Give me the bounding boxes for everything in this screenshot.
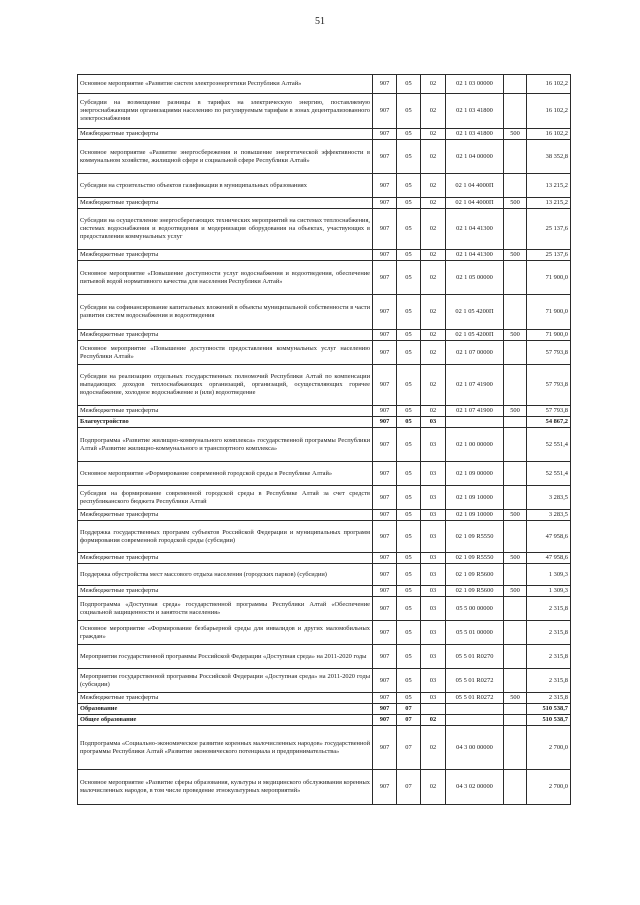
- subsection-code-cell: 03: [421, 669, 446, 693]
- subsection-code-cell: 02: [421, 330, 446, 341]
- expense-name-cell: Подпрограмма «Доступная среда» государственной программы Республики Алтай «Обеспечение социальной защищенности и занятости населения»: [78, 597, 373, 621]
- subsection-code-cell: 03: [421, 621, 446, 645]
- expense-type-cell: [504, 669, 527, 693]
- subsection-code-cell: 03: [421, 553, 446, 564]
- subsection-code-cell: 02: [421, 75, 446, 94]
- amount-cell: 3 283,5: [527, 510, 571, 521]
- expense-type-cell: [504, 295, 527, 330]
- subsection-code-cell: 03: [421, 564, 446, 586]
- ministry-code-cell: 907: [373, 770, 397, 805]
- subsection-code-cell: 03: [421, 417, 446, 428]
- expense-name-cell: Основное мероприятие «Развитие сферы образования, культуры и медицинского обслуживания коренных малочисленных народов, в том числе проведение этнокультурных мероприятий»: [78, 770, 373, 805]
- subsection-code-cell: 03: [421, 428, 446, 462]
- expense-name-cell: Основное мероприятие «Повышение доступности предоставления коммунальных услуг населению Республики Алтай»: [78, 341, 373, 365]
- ministry-code-cell: 907: [373, 250, 397, 261]
- amount-cell: 57 793,8: [527, 406, 571, 417]
- ministry-code-cell: 907: [373, 704, 397, 715]
- target-article-cell: 02 1 00 00000: [446, 428, 504, 462]
- expense-name-cell: Подпрограмма «Развитие жилищно-коммунального комплекса» государственной программы Республики Алтай «Развитие жилищно-коммунального и транспортного комплекса»: [78, 428, 373, 462]
- ministry-code-cell: 907: [373, 417, 397, 428]
- section-code-cell: 05: [397, 295, 421, 330]
- amount-cell: 38 352,8: [527, 140, 571, 174]
- ministry-code-cell: 907: [373, 428, 397, 462]
- section-code-cell: 07: [397, 715, 421, 726]
- amount-cell: 2 700,0: [527, 726, 571, 770]
- subsection-code-cell: 03: [421, 462, 446, 486]
- expense-name-cell: Благоустройство: [78, 417, 373, 428]
- amount-cell: 2 315,8: [527, 645, 571, 669]
- table-row: [78, 417, 571, 428]
- table-row: [78, 174, 571, 198]
- expense-type-cell: 500: [504, 693, 527, 704]
- section-code-cell: 05: [397, 365, 421, 406]
- expense-name-cell: Подпрограмма «Социально-экономическое развитие коренных малочисленных народов» государственной программы Республики Алтай «Развитие экономического потенциала и предпринимательства»: [78, 726, 373, 770]
- ministry-code-cell: 907: [373, 521, 397, 553]
- subsection-code-cell: 02: [421, 726, 446, 770]
- section-code-cell: 05: [397, 129, 421, 140]
- section-code-cell: 05: [397, 94, 421, 129]
- ministry-code-cell: 907: [373, 406, 397, 417]
- amount-cell: 16 102,2: [527, 94, 571, 129]
- budget-table: [77, 74, 571, 805]
- table-row: [78, 621, 571, 645]
- ministry-code-cell: 907: [373, 462, 397, 486]
- target-article-cell: 02 1 07 41900: [446, 406, 504, 417]
- subsection-code-cell: 03: [421, 586, 446, 597]
- ministry-code-cell: 907: [373, 330, 397, 341]
- expense-name-cell: Общее образование: [78, 715, 373, 726]
- target-article-cell: 02 1 03 41800: [446, 129, 504, 140]
- table-row: [78, 406, 571, 417]
- amount-cell: 52 551,4: [527, 462, 571, 486]
- ministry-code-cell: 907: [373, 715, 397, 726]
- ministry-code-cell: 907: [373, 669, 397, 693]
- expense-type-cell: 500: [504, 129, 527, 140]
- target-article-cell: [446, 715, 504, 726]
- expense-name-cell: Межбюджетные трансферты: [78, 250, 373, 261]
- expense-type-cell: [504, 486, 527, 510]
- table-row: [78, 209, 571, 250]
- expense-name-cell: Субсидии на софинансирование капитальных вложений в объекты муниципальной собственности в части развития систем водоснабжения и водоотведения: [78, 295, 373, 330]
- section-code-cell: 05: [397, 553, 421, 564]
- table-row: [78, 693, 571, 704]
- expense-name-cell: Субсидии на строительство объектов газификации в муниципальных образованиях: [78, 174, 373, 198]
- ministry-code-cell: 907: [373, 295, 397, 330]
- subsection-code-cell: 02: [421, 406, 446, 417]
- amount-cell: 25 137,6: [527, 209, 571, 250]
- expense-type-cell: [504, 704, 527, 715]
- expense-name-cell: Субсидии на возмещение разницы в тарифах на электрическую энергию, поставляемую энергоснабжающими организациями населению по регулируемым тарифам в зонах децентрализованного электроснабжения: [78, 94, 373, 129]
- table-row: [78, 198, 571, 209]
- section-code-cell: 05: [397, 428, 421, 462]
- table-row: [78, 645, 571, 669]
- expense-name-cell: Межбюджетные трансферты: [78, 198, 373, 209]
- section-code-cell: 05: [397, 330, 421, 341]
- ministry-code-cell: 907: [373, 209, 397, 250]
- target-article-cell: 02 1 04 41300: [446, 250, 504, 261]
- target-article-cell: 05 5 01 00000: [446, 621, 504, 645]
- table-row: [78, 726, 571, 770]
- expense-type-cell: 500: [504, 586, 527, 597]
- ministry-code-cell: 907: [373, 597, 397, 621]
- subsection-code-cell: 03: [421, 693, 446, 704]
- subsection-code-cell: 02: [421, 715, 446, 726]
- expense-type-cell: 500: [504, 510, 527, 521]
- target-article-cell: 02 1 09 00000: [446, 462, 504, 486]
- expense-name-cell: Межбюджетные трансферты: [78, 693, 373, 704]
- ministry-code-cell: 907: [373, 129, 397, 140]
- table-row: [78, 564, 571, 586]
- amount-cell: 52 551,4: [527, 428, 571, 462]
- page-number: 51: [315, 16, 325, 27]
- expense-type-cell: [504, 341, 527, 365]
- target-article-cell: 02 1 03 00000: [446, 75, 504, 94]
- target-article-cell: 02 1 04 4000П: [446, 198, 504, 209]
- expense-type-cell: [504, 597, 527, 621]
- expense-type-cell: [504, 621, 527, 645]
- subsection-code-cell: 02: [421, 295, 446, 330]
- ministry-code-cell: 907: [373, 510, 397, 521]
- target-article-cell: 02 1 07 00000: [446, 341, 504, 365]
- subsection-code-cell: 02: [421, 209, 446, 250]
- amount-cell: 13 215,2: [527, 198, 571, 209]
- amount-cell: 54 867,2: [527, 417, 571, 428]
- amount-cell: 57 793,8: [527, 365, 571, 406]
- amount-cell: 510 538,7: [527, 715, 571, 726]
- target-article-cell: 04 3 02 00000: [446, 770, 504, 805]
- section-code-cell: 05: [397, 521, 421, 553]
- expense-type-cell: 500: [504, 406, 527, 417]
- ministry-code-cell: 907: [373, 75, 397, 94]
- expense-name-cell: Основное мероприятие «Формирование современной городской среды в Республике Алтай»: [78, 462, 373, 486]
- amount-cell: 16 102,2: [527, 75, 571, 94]
- ministry-code-cell: 907: [373, 621, 397, 645]
- amount-cell: 16 102,2: [527, 129, 571, 140]
- section-code-cell: 05: [397, 486, 421, 510]
- target-article-cell: 02 1 03 41800: [446, 94, 504, 129]
- expense-name-cell: Мероприятия государственной программы Российской Федерации «Доступная среда» на 2011-2020 годы: [78, 645, 373, 669]
- table-row: [78, 140, 571, 174]
- expense-name-cell: Основное мероприятие «Формирование безбарьерной среды для инвалидов и других маломобильных граждан»: [78, 621, 373, 645]
- expense-type-cell: [504, 75, 527, 94]
- section-code-cell: 05: [397, 198, 421, 209]
- target-article-cell: 05 5 01 R0270: [446, 645, 504, 669]
- ministry-code-cell: 907: [373, 174, 397, 198]
- target-article-cell: 05 5 01 R0272: [446, 669, 504, 693]
- expense-type-cell: [504, 417, 527, 428]
- table-row: [78, 462, 571, 486]
- section-code-cell: 05: [397, 209, 421, 250]
- subsection-code-cell: 02: [421, 198, 446, 209]
- subsection-code-cell: 02: [421, 365, 446, 406]
- section-code-cell: 05: [397, 564, 421, 586]
- expense-name-cell: Образование: [78, 704, 373, 715]
- expense-name-cell: Межбюджетные трансферты: [78, 510, 373, 521]
- amount-cell: 25 137,6: [527, 250, 571, 261]
- target-article-cell: [446, 417, 504, 428]
- expense-name-cell: Межбюджетные трансферты: [78, 330, 373, 341]
- table-row: [78, 553, 571, 564]
- amount-cell: 71 900,0: [527, 295, 571, 330]
- subsection-code-cell: 02: [421, 770, 446, 805]
- table-row: [78, 428, 571, 462]
- expense-type-cell: [504, 174, 527, 198]
- ministry-code-cell: 907: [373, 365, 397, 406]
- expense-type-cell: [504, 140, 527, 174]
- expense-type-cell: 500: [504, 250, 527, 261]
- section-code-cell: 07: [397, 726, 421, 770]
- table-row: [78, 715, 571, 726]
- ministry-code-cell: 907: [373, 94, 397, 129]
- section-code-cell: 07: [397, 704, 421, 715]
- section-code-cell: 05: [397, 586, 421, 597]
- amount-cell: 2 700,0: [527, 770, 571, 805]
- subsection-code-cell: [421, 704, 446, 715]
- section-code-cell: 05: [397, 140, 421, 174]
- ministry-code-cell: 907: [373, 198, 397, 209]
- table-row: [78, 261, 571, 295]
- ministry-code-cell: 907: [373, 564, 397, 586]
- section-code-cell: 05: [397, 261, 421, 295]
- amount-cell: 2 315,8: [527, 669, 571, 693]
- subsection-code-cell: 03: [421, 510, 446, 521]
- amount-cell: 1 309,3: [527, 564, 571, 586]
- subsection-code-cell: 02: [421, 129, 446, 140]
- expense-type-cell: [504, 261, 527, 295]
- table-row: [78, 510, 571, 521]
- target-article-cell: 02 1 04 41300: [446, 209, 504, 250]
- table-row: [78, 129, 571, 140]
- expense-name-cell: Поддержка государственных программ субъектов Российской Федерации и муниципальных программ формирования современной городской среды (субсидии): [78, 521, 373, 553]
- ministry-code-cell: 907: [373, 261, 397, 295]
- table-row: [78, 586, 571, 597]
- expense-type-cell: [504, 428, 527, 462]
- section-code-cell: 05: [397, 250, 421, 261]
- section-code-cell: 05: [397, 75, 421, 94]
- amount-cell: 71 900,0: [527, 330, 571, 341]
- section-code-cell: 05: [397, 462, 421, 486]
- subsection-code-cell: 03: [421, 486, 446, 510]
- subsection-code-cell: 03: [421, 645, 446, 669]
- expense-type-cell: 500: [504, 330, 527, 341]
- subsection-code-cell: 02: [421, 341, 446, 365]
- subsection-code-cell: 02: [421, 174, 446, 198]
- table-row: [78, 597, 571, 621]
- section-code-cell: 05: [397, 621, 421, 645]
- budget-table-body: [78, 75, 571, 805]
- table-row: [78, 75, 571, 94]
- section-code-cell: 05: [397, 693, 421, 704]
- expense-type-cell: [504, 521, 527, 553]
- amount-cell: 2 315,8: [527, 597, 571, 621]
- ministry-code-cell: 907: [373, 586, 397, 597]
- table-row: [78, 521, 571, 553]
- table-row: [78, 295, 571, 330]
- amount-cell: 47 958,6: [527, 521, 571, 553]
- section-code-cell: 05: [397, 645, 421, 669]
- expense-type-cell: [504, 726, 527, 770]
- ministry-code-cell: 907: [373, 341, 397, 365]
- target-article-cell: 02 1 09 R5600: [446, 564, 504, 586]
- expense-name-cell: Основное мероприятие «Развитие систем электроэнергетики Республики Алтай»: [78, 75, 373, 94]
- expense-name-cell: Основное мероприятие «Повышение доступности услуг водоснабжения и водоотведения, обеспечение питьевой водой нормативного качества для населения Республики Алтай»: [78, 261, 373, 295]
- subsection-code-cell: 03: [421, 521, 446, 553]
- subsection-code-cell: 02: [421, 261, 446, 295]
- table-row: [78, 341, 571, 365]
- amount-cell: 47 958,6: [527, 553, 571, 564]
- target-article-cell: [446, 704, 504, 715]
- amount-cell: 510 538,7: [527, 704, 571, 715]
- target-article-cell: 02 1 09 R5550: [446, 521, 504, 553]
- subsection-code-cell: 02: [421, 94, 446, 129]
- expense-name-cell: Межбюджетные трансферты: [78, 406, 373, 417]
- expense-name-cell: Субсидии на реализацию отдельных государственных полномочий Республики Алтай по компенсации выпадающих доходов теплоснабжающих организаций, организаций, осуществляющих горячее водоснабжение, холодное водоснабжение и (или) водоотведение: [78, 365, 373, 406]
- expense-type-cell: 500: [504, 553, 527, 564]
- target-article-cell: 04 3 00 00000: [446, 726, 504, 770]
- amount-cell: 57 793,8: [527, 341, 571, 365]
- table-row: [78, 486, 571, 510]
- target-article-cell: 02 1 09 10000: [446, 486, 504, 510]
- expense-type-cell: [504, 94, 527, 129]
- amount-cell: 2 315,8: [527, 621, 571, 645]
- section-code-cell: 05: [397, 417, 421, 428]
- ministry-code-cell: 907: [373, 140, 397, 174]
- table-row: [78, 669, 571, 693]
- table-row: [78, 250, 571, 261]
- amount-cell: 3 283,5: [527, 486, 571, 510]
- target-article-cell: 02 1 04 4000П: [446, 174, 504, 198]
- expense-name-cell: Поддержка обустройства мест массового отдыха населения (городских парков) (субсидии): [78, 564, 373, 586]
- amount-cell: 13 215,2: [527, 174, 571, 198]
- target-article-cell: 05 5 01 R0272: [446, 693, 504, 704]
- target-article-cell: 02 1 09 10000: [446, 510, 504, 521]
- amount-cell: 71 900,0: [527, 261, 571, 295]
- expense-name-cell: Межбюджетные трансферты: [78, 553, 373, 564]
- table-row: [78, 330, 571, 341]
- expense-name-cell: Мероприятия государственной программы Российской Федерации «Доступная среда» на 2011-2020 годы (субсидии): [78, 669, 373, 693]
- target-article-cell: 02 1 04 00000: [446, 140, 504, 174]
- expense-name-cell: Субсидии на осуществление энергосберегающих технических мероприятий на системах теплоснабжения, системах водоснабжения и водоотведения и модернизация оборудования на объектах, участвующих в предоставлении коммунальных услуг: [78, 209, 373, 250]
- section-code-cell: 05: [397, 669, 421, 693]
- expense-type-cell: [504, 770, 527, 805]
- expense-name-cell: Основное мероприятие «Развитие энергосбережения и повышение энергетической эффективности в коммунальном хозяйстве, жилищной сфере и социальной сфере Республики Алтай»: [78, 140, 373, 174]
- section-code-cell: 05: [397, 174, 421, 198]
- ministry-code-cell: 907: [373, 693, 397, 704]
- target-article-cell: 02 1 05 00000: [446, 261, 504, 295]
- section-code-cell: 05: [397, 510, 421, 521]
- table-row: [78, 770, 571, 805]
- subsection-code-cell: 02: [421, 140, 446, 174]
- target-article-cell: 02 1 05 4200П: [446, 330, 504, 341]
- amount-cell: 1 309,3: [527, 586, 571, 597]
- table-row: [78, 704, 571, 715]
- ministry-code-cell: 907: [373, 486, 397, 510]
- expense-type-cell: [504, 462, 527, 486]
- section-code-cell: 05: [397, 597, 421, 621]
- expense-type-cell: [504, 645, 527, 669]
- target-article-cell: 02 1 05 4200П: [446, 295, 504, 330]
- section-code-cell: 05: [397, 406, 421, 417]
- expense-type-cell: [504, 564, 527, 586]
- subsection-code-cell: 02: [421, 250, 446, 261]
- expense-name-cell: Субсидия на формирование современной городской среды в Республике Алтай за счет средств республиканского бюджета Республики Алтай: [78, 486, 373, 510]
- target-article-cell: 02 1 09 R5600: [446, 586, 504, 597]
- section-code-cell: 07: [397, 770, 421, 805]
- amount-cell: 2 315,8: [527, 693, 571, 704]
- section-code-cell: 05: [397, 341, 421, 365]
- table-row: [78, 365, 571, 406]
- expense-name-cell: Межбюджетные трансферты: [78, 129, 373, 140]
- expense-type-cell: [504, 715, 527, 726]
- ministry-code-cell: 907: [373, 726, 397, 770]
- target-article-cell: 02 1 09 R5550: [446, 553, 504, 564]
- expense-type-cell: 500: [504, 198, 527, 209]
- target-article-cell: 05 5 00 00000: [446, 597, 504, 621]
- ministry-code-cell: 907: [373, 645, 397, 669]
- expense-name-cell: Межбюджетные трансферты: [78, 586, 373, 597]
- target-article-cell: 02 1 07 41900: [446, 365, 504, 406]
- subsection-code-cell: 03: [421, 597, 446, 621]
- expense-type-cell: [504, 209, 527, 250]
- table-row: [78, 94, 571, 129]
- expense-type-cell: [504, 365, 527, 406]
- ministry-code-cell: 907: [373, 553, 397, 564]
